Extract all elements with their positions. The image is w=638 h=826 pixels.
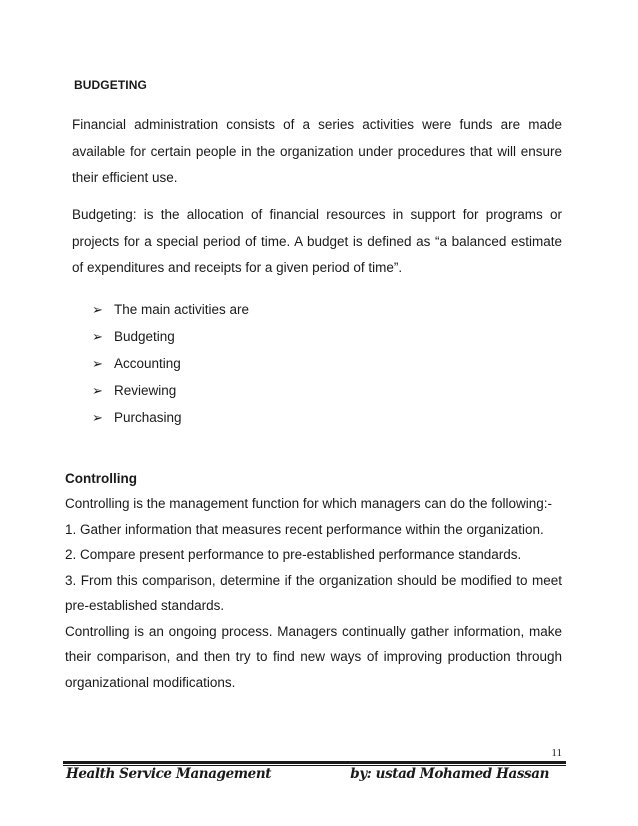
controlling-body [65,491,562,695]
controlling-step-3: 3. From this comparison, determine if the organization should be modified to meet pre-established standards. [65,572,562,613]
arrow-bullet-icon: ➢ [92,356,103,371]
arrow-bullet-icon: ➢ [92,410,103,425]
arrow-bullet-icon: ➢ [92,302,103,317]
list-item [92,381,249,408]
activities-list [92,300,249,435]
footer-author: by: ustad Mohamed Hassan [350,766,549,782]
footer-title: Health Service Management [66,766,272,782]
footer-divider-thick [63,761,566,764]
list-item-label: Reviewing [114,383,177,398]
controlling-heading: Controlling [65,471,137,486]
budgeting-heading: BUDGETING [74,78,147,92]
list-item [92,327,249,354]
list-item [92,408,249,435]
controlling-summary: Controlling is an ongoing process. Managers continually gather information, make their comparison, and then try to find new ways of improving production through organizational modifications. [65,623,562,690]
budgeting-paragraph-1: Financial administration consists of a series activities were funds are made available for certain people in the organization under procedures that will ensure their efficient use. [72,117,562,185]
arrow-bullet-icon: ➢ [92,329,103,344]
controlling-step-2: 2. Compare present performance to pre-established performance standards. [65,547,522,562]
budgeting-paragraph-2: Budgeting: is the allocation of financial resources in support for programs or projects for a special period of time. A budget is defined as “a balanced estimate of expenditures and receipts for a given period of time”. [72,207,562,275]
list-item-label: Purchasing [114,410,182,425]
list-item [92,354,249,381]
list-item [92,300,249,327]
list-item-label: Budgeting [114,329,175,344]
list-item-label: The main activities are [114,302,250,317]
controlling-step-1: 1. Gather information that measures recent performance within the organization. [65,521,544,537]
controlling-intro: Controlling is the management function for which managers can do the following:- [65,496,553,511]
page-number: 11 [551,747,562,759]
arrow-bullet-icon: ➢ [92,383,103,398]
list-item-label: Accounting [114,356,181,371]
